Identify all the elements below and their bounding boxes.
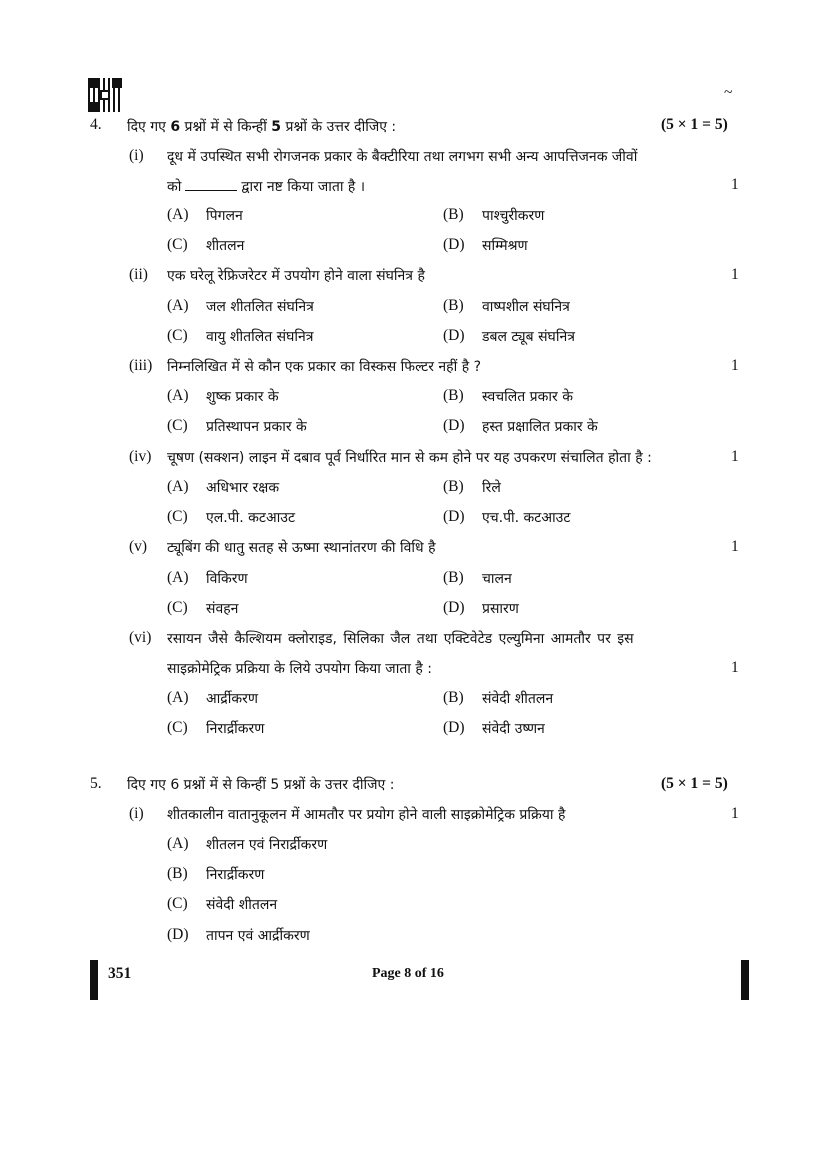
q4-i-mark: 1 (731, 176, 739, 193)
option-text: निरार्द्रीकरण (206, 867, 265, 883)
option-text: संवेदी शीतलन (482, 691, 554, 707)
option-text: निरार्द्रीकरण (206, 721, 265, 737)
option-key: (D) (443, 236, 465, 253)
option-text: संवेदी उष्णन (482, 721, 545, 737)
option-key: (B) (443, 206, 464, 223)
tilde-mark: ~ (724, 84, 733, 101)
option-text: जल शीतलित संघनित्र (206, 299, 314, 315)
option-text: स्वचलित प्रकार के (482, 389, 573, 405)
q4-iv-label: (iv) (129, 448, 152, 465)
q4-iv-mark: 1 (731, 448, 739, 465)
option-text: तापन एवं आर्द्रीकरण (206, 928, 310, 944)
option-key: (A) (167, 387, 189, 404)
q4-ii-label: (ii) (129, 266, 148, 283)
option-text: पिगलन (206, 208, 243, 224)
q4-number: 4. (90, 116, 102, 133)
option-key: (D) (443, 327, 465, 344)
q4-v-question: ट्यूबिंग की धातु सतह से ऊष्मा स्थानांतरण की विधि है (167, 540, 436, 556)
option-key: (B) (443, 569, 464, 586)
q4-i-question-line1: दूध में उपस्थित सभी रोगजनक प्रकार के बैक्टीरिया तथा लगभग सभी अन्य आपत्तिजनक जीवों (167, 149, 638, 165)
option-text: चालन (482, 571, 512, 587)
option-key: (A) (167, 689, 189, 706)
option-key: (A) (167, 206, 189, 223)
option-text: सम्मिश्रण (482, 238, 528, 254)
q5-number: 5. (90, 775, 102, 792)
option-text: प्रसारण (482, 601, 519, 617)
option-key: (B) (443, 478, 464, 495)
q4-v-mark: 1 (731, 538, 739, 555)
q4-ii-question: एक घरेलू रेफ्रिजरेटर में उपयोग होने वाला संघनित्र है (167, 268, 425, 284)
option-text: संवहन (206, 601, 239, 617)
option-key: (A) (167, 478, 189, 495)
option-key: (B) (443, 297, 464, 314)
q5-i-label: (i) (129, 805, 144, 822)
option-key: (B) (443, 689, 464, 706)
option-key: (B) (443, 387, 464, 404)
q5-i-mark: 1 (731, 805, 739, 822)
option-text: वायु शीतलित संघनित्र (206, 329, 314, 345)
option-key: (D) (167, 926, 189, 943)
option-text: डबल ट्यूब संघनित्र (482, 329, 575, 345)
option-key: (D) (443, 417, 465, 434)
option-key: (C) (167, 327, 188, 344)
q4-instruction: दिए गए 6 प्रश्नों में से किन्हीं 5 प्रश्नों के उत्तर दीजिए : (127, 119, 397, 135)
q4-i-label: (i) (129, 147, 144, 164)
option-text: पाश्चुरीकरण (482, 208, 545, 224)
option-key: (A) (167, 297, 189, 314)
option-key: (C) (167, 599, 188, 616)
q4-ii-mark: 1 (731, 266, 739, 283)
option-text: रिले (482, 480, 501, 496)
footer-left-bar (90, 960, 98, 1000)
option-text: आर्द्रीकरण (206, 691, 258, 707)
q4-marks: (5 × 1 = 5) (661, 116, 728, 133)
option-key: (D) (443, 719, 465, 736)
q4-iii-label: (iii) (129, 357, 153, 374)
option-key: (A) (167, 835, 189, 852)
q4-vi-mark: 1 (731, 659, 739, 676)
option-text: हस्त प्रक्षालित प्रकार के (482, 419, 598, 435)
option-key: (D) (443, 508, 465, 525)
option-key: (B) (167, 865, 188, 882)
footer-right-bar (741, 960, 749, 1000)
subject-code: 351 (108, 965, 132, 982)
q4-vi-label: (vi) (129, 629, 152, 646)
option-key: (C) (167, 508, 188, 525)
option-text: एल.पी. कटआउट (206, 510, 296, 526)
fill-blank (185, 176, 237, 191)
option-key: (C) (167, 417, 188, 434)
option-text: शीतलन (206, 238, 245, 254)
q5-marks: (5 × 1 = 5) (661, 775, 728, 792)
option-text: शुष्क प्रकार के (206, 389, 279, 405)
qr-code (88, 78, 122, 112)
option-text: वाष्पशील संघनित्र (482, 299, 570, 315)
option-text: एच.पी. कटआउट (482, 510, 571, 526)
option-text: संवेदी शीतलन (206, 897, 278, 913)
option-text: अधिभार रक्षक (206, 480, 280, 496)
q4-iii-question: निम्नलिखित में से कौन एक प्रकार का विस्कस फिल्टर नहीं है ? (167, 359, 482, 375)
q4-i-question-line2: को द्वारा नष्ट किया जाता है । (167, 176, 365, 196)
option-text: विकिरण (206, 571, 248, 587)
option-key: (C) (167, 236, 188, 253)
q4-vi-question-line1: रसायन जैसे कैल्शियम क्लोराइड, सिलिका जैल तथा एक्टिवेटेड एल्युमिना आमतौर पर इस (167, 631, 634, 647)
option-key: (C) (167, 719, 188, 736)
option-key: (A) (167, 569, 189, 586)
page-number: Page 8 of 16 (372, 966, 444, 981)
q4-iv-question: चूषण (सक्शन) लाइन में दबाव पूर्व निर्धारित मान से कम होने पर यह उपकरण संचालित होता है : (167, 450, 652, 466)
q4-v-label: (v) (129, 538, 148, 555)
q5-instruction: दिए गए 6 प्रश्नों में से किन्हीं 5 प्रश्नों के उत्तर दीजिए : (127, 777, 395, 793)
option-text: प्रतिस्थापन प्रकार के (206, 419, 307, 435)
option-key: (C) (167, 895, 188, 912)
option-key: (D) (443, 599, 465, 616)
q4-vi-question-line2: साइक्रोमेट्रिक प्रक्रिया के लिये उपयोग किया जाता है : (167, 661, 432, 677)
q5-i-question: शीतकालीन वातानुकूलन में आमतौर पर प्रयोग होने वाली साइक्रोमेट्रिक प्रक्रिया है (167, 807, 566, 823)
option-text: शीतलन एवं निरार्द्रीकरण (206, 837, 328, 853)
q4-iii-mark: 1 (731, 357, 739, 374)
